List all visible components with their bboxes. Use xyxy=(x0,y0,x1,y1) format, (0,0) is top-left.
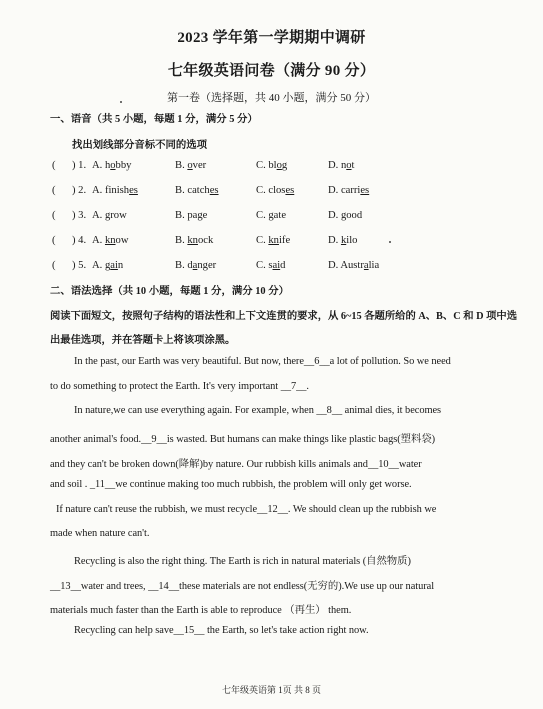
section1-instruction: 找出划线部分音标不同的选项 xyxy=(72,140,208,151)
option-text: d xyxy=(280,260,286,271)
underlined-letters: a xyxy=(363,260,369,271)
option-text: ( xyxy=(52,260,56,271)
option-text: C. bl xyxy=(256,160,277,171)
scan-speck xyxy=(120,101,122,103)
underlined-letters: ai xyxy=(110,260,118,271)
option-text: ife xyxy=(278,235,291,246)
exam-subtitle: 七年级英语问卷（满分 90 分） xyxy=(167,63,376,79)
passage-line: __13__water and trees, __14__these materials are not endless(无穷的).We use up our natural xyxy=(50,581,435,592)
option-text: row xyxy=(110,210,127,221)
scan-speck xyxy=(389,241,391,243)
question-number xyxy=(72,160,86,171)
option-text: ( xyxy=(52,235,56,246)
option-b xyxy=(175,160,206,171)
question-row xyxy=(0,235,543,249)
option-b xyxy=(175,210,207,221)
option-text: ( xyxy=(52,160,56,171)
option-text: A. finish xyxy=(92,185,130,196)
page-footer: 七年级英语第 1页 共 8 页 xyxy=(221,685,321,695)
option-text: ( xyxy=(52,210,56,221)
option-text: B. xyxy=(175,160,188,171)
underlined-letters: es xyxy=(285,185,295,196)
option-text: ood xyxy=(346,210,363,221)
underlined-letters: g xyxy=(340,210,347,221)
option-d xyxy=(328,185,369,196)
option-d xyxy=(328,235,357,246)
passage-line: and they can't be broken down(降解)by nature. Our rubbish kills animals and__10__water xyxy=(50,459,422,470)
passage-line: In the past, our Earth was very beautiful. But now, there__6__a lot of pollution. So we need xyxy=(74,356,451,367)
option-text: D. xyxy=(328,210,341,221)
passage-line: In nature,we can use everything again. For example, when __8__ animal dies, it becomes xyxy=(74,405,442,416)
option-text: C. clos xyxy=(256,185,286,196)
option-a xyxy=(92,210,127,221)
answer-bracket xyxy=(52,260,56,271)
option-text: t xyxy=(351,160,355,171)
option-text: D. Austr xyxy=(328,260,364,271)
option-text: nger xyxy=(197,260,217,271)
option-a xyxy=(92,160,131,171)
option-text: ( xyxy=(52,185,56,196)
answer-bracket xyxy=(52,185,56,196)
option-b xyxy=(175,185,219,196)
option-text: ) 4. xyxy=(72,235,87,246)
question-number xyxy=(72,210,86,221)
option-a xyxy=(92,185,138,196)
option-text: ilo xyxy=(346,235,358,246)
part-heading: 第一卷（选择题，共 40 小题，满分 50 分） xyxy=(167,92,376,104)
passage-line: and soil . _11__we continue making too much rubbish, the problem will only get worse. xyxy=(50,479,412,490)
option-text: e xyxy=(202,210,208,221)
underlined-letters: g xyxy=(197,210,203,221)
question-number xyxy=(72,235,86,246)
option-text: C. xyxy=(256,210,269,221)
section2-heading: 二、语法选择（共 10 小题，每题 1 分，满分 10 分） xyxy=(50,286,289,297)
section1-heading: 一、语音（共 5 小题，每题 1 分，满分 5 分） xyxy=(50,114,258,125)
underlined-letters: a xyxy=(192,260,198,271)
passage-line: to do something to protect the Earth. It's very important __7__. xyxy=(50,381,309,392)
option-text: D. xyxy=(328,235,341,246)
underlined-letters: kn xyxy=(187,235,198,246)
exam-title: 2023 学年第一学期期中调研 xyxy=(177,30,366,46)
option-text: ate xyxy=(273,210,287,221)
option-text: g xyxy=(281,160,288,171)
option-a xyxy=(92,260,123,271)
underlined-letters: es xyxy=(209,185,219,196)
underlined-letters: g xyxy=(268,210,274,221)
option-text: C. xyxy=(256,235,269,246)
underlined-letters: es xyxy=(360,185,370,196)
option-c xyxy=(256,160,287,171)
option-text: ) 5. xyxy=(72,260,87,271)
underlined-letters: kn xyxy=(268,235,279,246)
option-text: B. catch xyxy=(175,185,210,196)
underlined-letters: es xyxy=(129,185,138,196)
passage-line: If nature can't reuse the rubbish, we must recycle__12__. We should clean up the rubbish we xyxy=(56,504,437,515)
option-text: A. g xyxy=(92,260,111,271)
underlined-letters: g xyxy=(104,210,111,221)
option-b xyxy=(175,235,213,246)
option-text: B. xyxy=(175,235,188,246)
underlined-letters: ai xyxy=(272,260,281,271)
option-d xyxy=(328,260,379,271)
underlined-letters: o xyxy=(346,160,352,171)
question-row xyxy=(0,160,543,174)
option-text: C. s xyxy=(256,260,273,271)
option-text: A. xyxy=(92,210,105,221)
answer-bracket xyxy=(52,235,56,246)
option-text: n xyxy=(117,260,124,271)
option-text: ) 1. xyxy=(72,160,87,171)
option-text: B. pa xyxy=(175,210,198,221)
option-d xyxy=(328,210,362,221)
question-number xyxy=(72,185,86,196)
option-text: D. n xyxy=(328,160,347,171)
option-text: A. h xyxy=(92,160,111,171)
option-a xyxy=(92,235,129,246)
option-c xyxy=(256,260,285,271)
question-row xyxy=(0,210,543,224)
section2-instruction-line2: 出最佳选项，并在答题卡上将该项涂黑。 xyxy=(50,335,236,346)
section2-instruction-line1: 阅读下面短文，按照句子结构的语法性和上下文连贯的要求，从 6~15 各题所给的 A、B、C 和 D 项中选 xyxy=(50,311,517,322)
passage-line: Recycling is also the right thing. The Earth is rich in natural materials (自然物质) xyxy=(74,556,411,567)
option-c xyxy=(256,185,294,196)
option-text: ) 2. xyxy=(72,185,87,196)
option-text: bby xyxy=(115,160,132,171)
underlined-letters: o xyxy=(187,160,193,171)
answer-bracket xyxy=(52,160,56,171)
option-text: D. carri xyxy=(328,185,361,196)
option-text: B. d xyxy=(175,260,193,271)
underlined-letters: o xyxy=(110,160,116,171)
option-text: ow xyxy=(115,235,129,246)
option-c xyxy=(256,210,286,221)
passage-line: Recycling can help save__15__ the Earth, so let's take action right now. xyxy=(74,625,369,636)
underlined-letters: k xyxy=(340,235,347,246)
option-text: A. xyxy=(92,235,105,246)
option-b xyxy=(175,260,216,271)
passage-line: another animal's food.__9__is wasted. But humans can make things like plastic bags(塑料袋) xyxy=(50,434,436,445)
question-number xyxy=(72,260,86,271)
question-row xyxy=(0,260,543,274)
underlined-letters: kn xyxy=(104,235,116,246)
question-row xyxy=(0,185,543,199)
option-c xyxy=(256,235,290,246)
option-text: ver xyxy=(192,160,207,171)
option-text: lia xyxy=(368,260,380,271)
option-text: ) 3. xyxy=(72,210,87,221)
option-text: ock xyxy=(197,235,214,246)
option-d xyxy=(328,160,355,171)
passage-line: materials much faster than the Earth is able to reproduce （再生） them. xyxy=(50,605,352,616)
underlined-letters: o xyxy=(276,160,282,171)
answer-bracket xyxy=(52,210,56,221)
passage-line: made when nature can't. xyxy=(50,528,150,539)
